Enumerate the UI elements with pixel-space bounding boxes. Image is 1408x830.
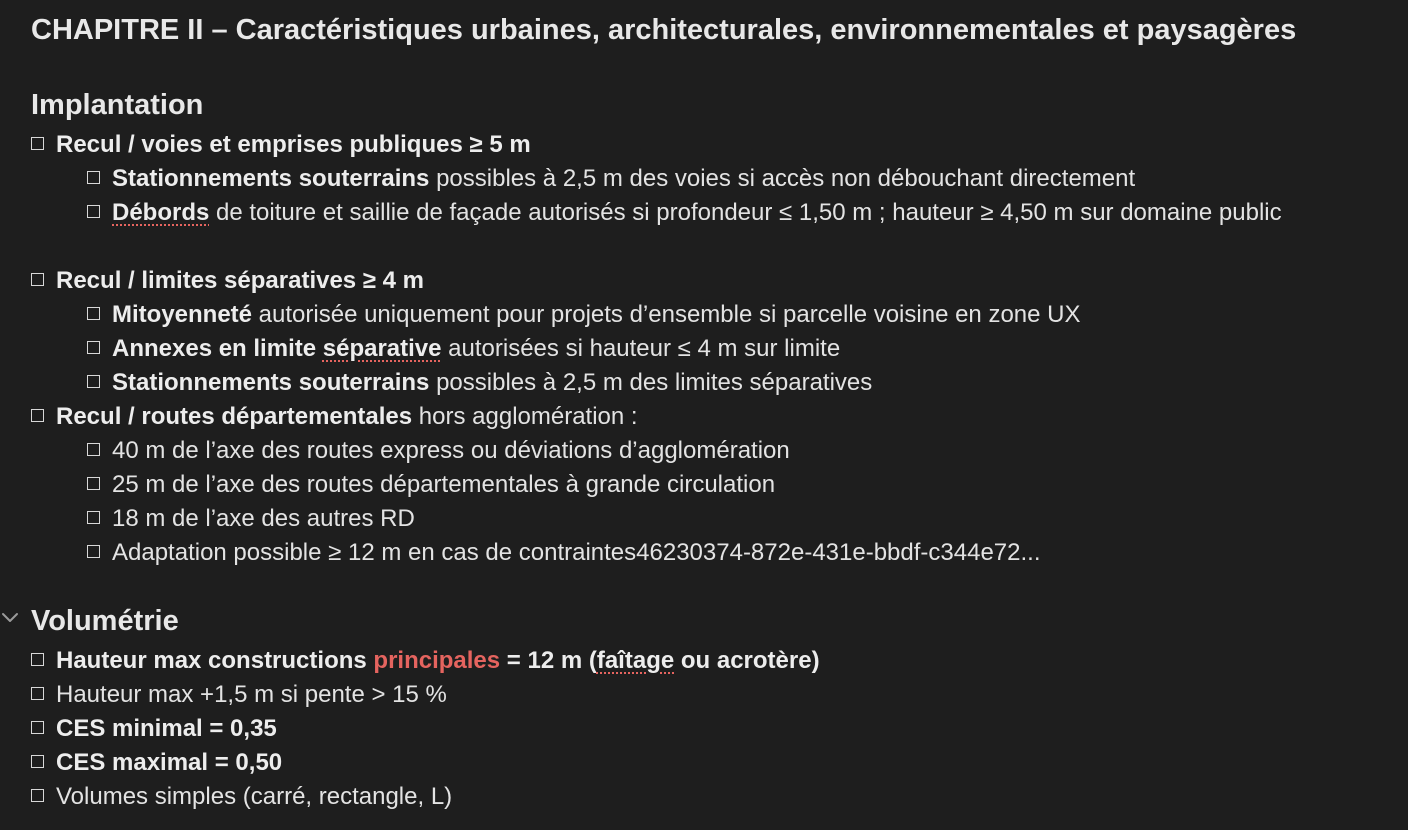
item-bold: = 12 m ( bbox=[500, 647, 597, 674]
item-highlight: principales bbox=[373, 647, 501, 674]
checkbox-icon[interactable] bbox=[31, 789, 44, 802]
checkbox-icon[interactable] bbox=[87, 205, 100, 218]
item-bold-misspelled: faîtage bbox=[596, 647, 675, 674]
checkbox-icon[interactable] bbox=[31, 409, 44, 422]
section-title-implantation: Implantation bbox=[31, 89, 204, 121]
list-item bbox=[87, 332, 840, 366]
checkbox-icon[interactable] bbox=[87, 307, 100, 320]
checkbox-icon[interactable] bbox=[87, 511, 100, 524]
item-bold: Recul / voies et emprises publiques ≥ 5 m bbox=[56, 131, 531, 158]
checkbox-icon[interactable] bbox=[31, 687, 44, 700]
item-bold: Stationnements souterrains bbox=[112, 165, 430, 192]
item-text: de toiture et saillie de façade autorisés si profondeur ≤ 1,50 m ; hauteur ≥ 4,50 m sur domaine public bbox=[209, 199, 1282, 226]
checkbox-icon[interactable] bbox=[87, 375, 100, 388]
item-bold: ou acrotère) bbox=[674, 647, 820, 674]
item-bold: Annexes en limite bbox=[112, 335, 323, 362]
checkbox-icon[interactable] bbox=[87, 477, 100, 490]
list-item bbox=[31, 264, 424, 298]
item-text: autorisée uniquement pour projets d’ensemble si parcelle voisine en zone UX bbox=[252, 301, 1081, 328]
checkbox-icon[interactable] bbox=[31, 137, 44, 150]
item-text: 25 m de l’axe des routes départementales à grande circulation bbox=[112, 471, 776, 498]
item-text: Hauteur max +1,5 m si pente > 15 % bbox=[56, 681, 447, 708]
checkbox-icon[interactable] bbox=[31, 273, 44, 286]
list-item bbox=[87, 502, 415, 536]
item-bold: Hauteur max constructions bbox=[56, 647, 374, 674]
list-item bbox=[31, 644, 820, 678]
checkbox-icon[interactable] bbox=[87, 443, 100, 456]
list-item bbox=[31, 746, 282, 780]
item-text: possibles à 2,5 m des voies si accès non débouchant directement bbox=[429, 165, 1136, 192]
item-bold: Recul / limites séparatives ≥ 4 m bbox=[56, 267, 425, 294]
list-item bbox=[31, 196, 1391, 230]
list-item bbox=[87, 434, 790, 468]
list-item bbox=[31, 712, 277, 746]
item-text: Adaptation possible ≥ 12 m en cas de contraintes46230374-872e-431e-bbdf-c344e72... bbox=[112, 539, 1041, 566]
checkbox-icon[interactable] bbox=[31, 721, 44, 734]
item-bold-misspelled: séparative bbox=[322, 335, 442, 362]
item-text: possibles à 2,5 m des limites séparatives bbox=[429, 369, 873, 396]
chevron-down-icon[interactable] bbox=[0, 608, 20, 628]
item-text: 40 m de l’axe des routes express ou déviations d’agglomération bbox=[112, 437, 790, 464]
item-text: hors agglomération : bbox=[412, 403, 638, 430]
item-bold: Mitoyenneté bbox=[112, 301, 253, 328]
item-bold: Recul / routes départementales bbox=[56, 403, 413, 430]
item-text: Volumes simples (carré, rectangle, L) bbox=[56, 783, 453, 810]
checkbox-icon[interactable] bbox=[31, 653, 44, 666]
list-item bbox=[87, 162, 1135, 196]
section-title-volumetrie: Volumétrie bbox=[31, 605, 179, 637]
item-text: 18 m de l’axe des autres RD bbox=[112, 505, 415, 532]
chapter-title: CHAPITRE II – Caractéristiques urbaines, architecturales, environnementales et paysagères bbox=[31, 14, 1297, 46]
checkbox-icon[interactable] bbox=[87, 545, 100, 558]
item-bold: Débords bbox=[112, 199, 210, 226]
list-item bbox=[87, 536, 1041, 570]
list-item bbox=[31, 678, 447, 712]
checkbox-icon[interactable] bbox=[87, 171, 100, 184]
checkbox-icon[interactable] bbox=[87, 341, 100, 354]
list-item bbox=[31, 780, 452, 814]
list-item bbox=[87, 468, 775, 502]
item-text: autorisées si hauteur ≤ 4 m sur limite bbox=[441, 335, 841, 362]
list-item bbox=[87, 366, 872, 400]
list-item bbox=[87, 298, 1081, 332]
item-bold: Stationnements souterrains bbox=[112, 369, 430, 396]
item-bold: CES maximal = 0,50 bbox=[56, 749, 283, 776]
list-item bbox=[31, 128, 531, 162]
item-bold: CES minimal = 0,35 bbox=[56, 715, 277, 742]
list-item bbox=[31, 400, 638, 434]
checkbox-icon[interactable] bbox=[31, 755, 44, 768]
